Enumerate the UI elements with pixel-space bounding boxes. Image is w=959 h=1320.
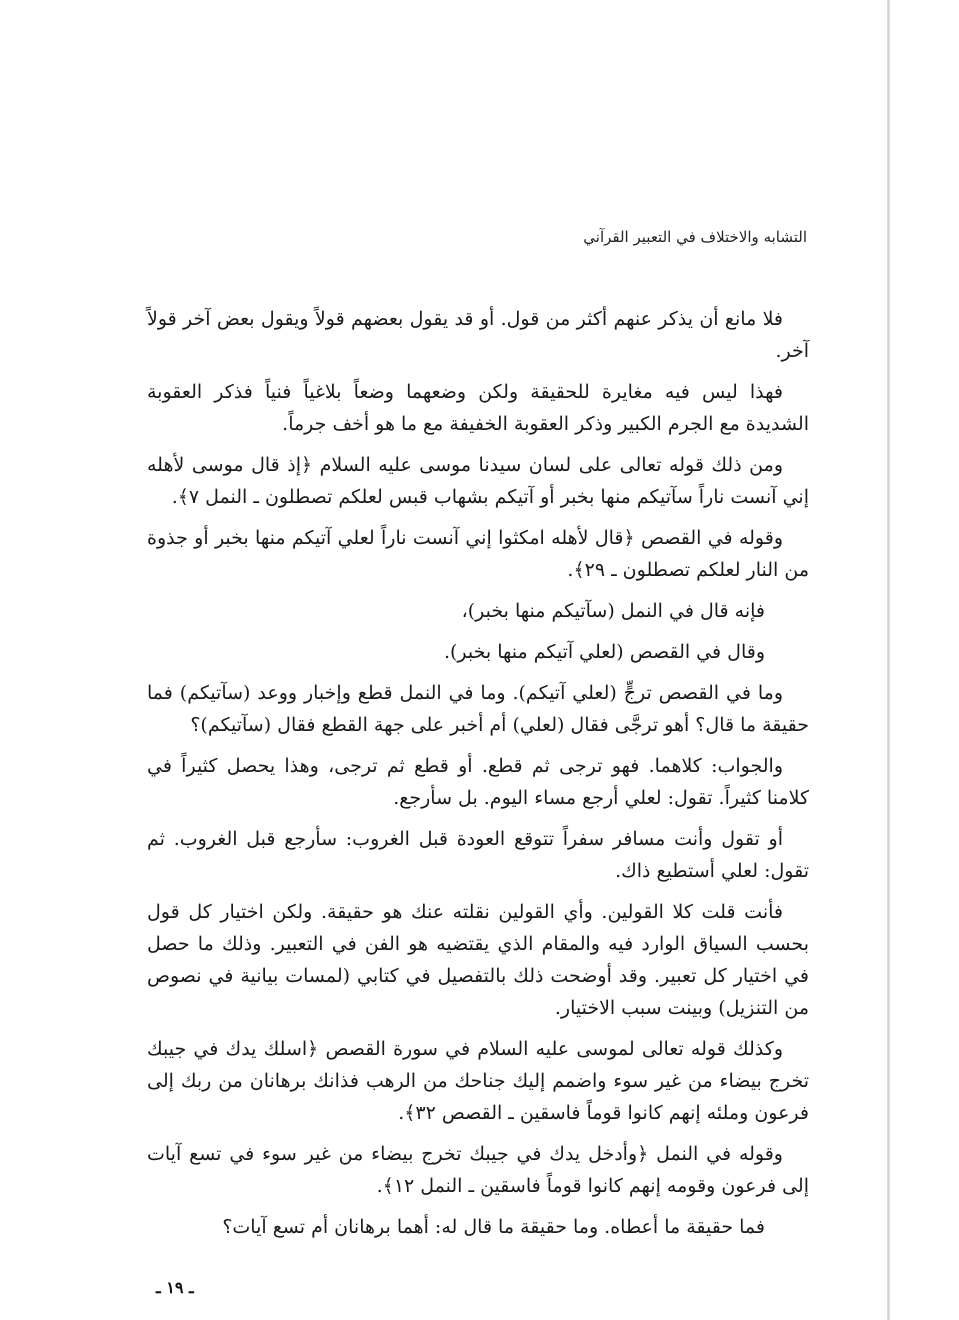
paragraph: أو تقول وأنت مسافر سفراً تتوقع العودة قبل الغروب: سأرجع قبل الغروب. ثم تقول: لعلي أستطيع ذاك. (147, 828, 809, 882)
paragraph: وكذلك قوله تعالى لموسى عليه السلام في سورة القصص ﴿اسلك يدك في جيبك تخرج بيضاء من غير سوء واضمم إليك جناحك من الرهب فذانك برهانان من ربك إلى فرعون وملئه إنهم كانوا قوماً فاسقين ـ القصص ٣٢﴾. (147, 1038, 809, 1124)
paragraph: فأنت قلت كلا القولين. وأي القولين نقلته عنك هو حقيقة. ولكن اختيار كل قول بحسب السياق الوارد فيه والمقام الذي يقتضيه هو الفن في التعبير. وذلك ما حصل في اختيار كل تعبير. وقد أوضحت ذلك بالتفصيل في كتابي (لمسات بيانية في نصوص من التنزيل) وبينت سبب الاختيار. (147, 901, 809, 1019)
paragraph: فإنه قال في النمل (سآتيكم منها بخبر)، (461, 600, 765, 622)
binding-edge-shadow (887, 0, 890, 1320)
page-number: ـ ١٩ ـ (156, 1278, 194, 1297)
paragraph: والجواب: كلاهما. فهو ترجى ثم قطع. أو قطع ثم ترجى، وهذا يحصل كثيراً في كلامنا كثيراً. تقول: لعلي أرجع مساء اليوم. بل سأرجع. (147, 755, 809, 809)
paragraph: فلا مانع أن يذكر عنهم أكثر من قول. أو قد يقول بعضهم قولاً ويقول بعض آخر قولاً آخر. (147, 308, 809, 362)
paragraph: وقال في القصص (لعلي آتيكم منها بخبر). (443, 641, 765, 663)
running-header-title: التشابه والاختلاف في التعبير القرآني (583, 228, 807, 246)
paragraph: فهذا ليس فيه مغايرة للحقيقة ولكن وضعهما وضعاً بلاغياً فنياً فذكر العقوبة الشديدة مع الجرم الكبير وذكر العقوبة الخفيفة مع ما هو أخف جرماً. (147, 381, 809, 435)
body-text (147, 303, 809, 1252)
paragraph: وما في القصص ترجٍّ (لعلي آتيكم). وما في النمل قطع وإخبار ووعد (سآتيكم) فما حقيقة ما قال؟ أهو ترجَّى فقال (لعلي) أم أخبر على جهة القطع فقال (سآتيكم)؟ (147, 682, 809, 736)
paragraph: فما حقيقة ما أعطاه. وما حقيقة ما قال له: أهما برهانان أم تسع آيات؟ (222, 1216, 765, 1238)
paragraph: وقوله في القصص ﴿قال لأهله امكثوا إني آنست ناراً لعلي آتيكم منها بخبر أو جذوة من النار لعلكم تصطلون ـ ٢٩﴾. (147, 527, 809, 581)
paragraph: ومن ذلك قوله تعالى على لسان سيدنا موسى عليه السلام ﴿إذ قال موسى لأهله إني آنست ناراً سآتيكم منها بخبر أو آتيكم بشهاب قبس لعلكم تصطلون ـ النمل ٧﴾. (147, 454, 809, 508)
paragraph: وقوله في النمل ﴿وأدخل يدك في جيبك تخرج بيضاء من غير سوء في تسع آيات إلى فرعون وقومه إنهم كانوا قوماً فاسقين ـ النمل ١٢﴾. (147, 1143, 809, 1197)
